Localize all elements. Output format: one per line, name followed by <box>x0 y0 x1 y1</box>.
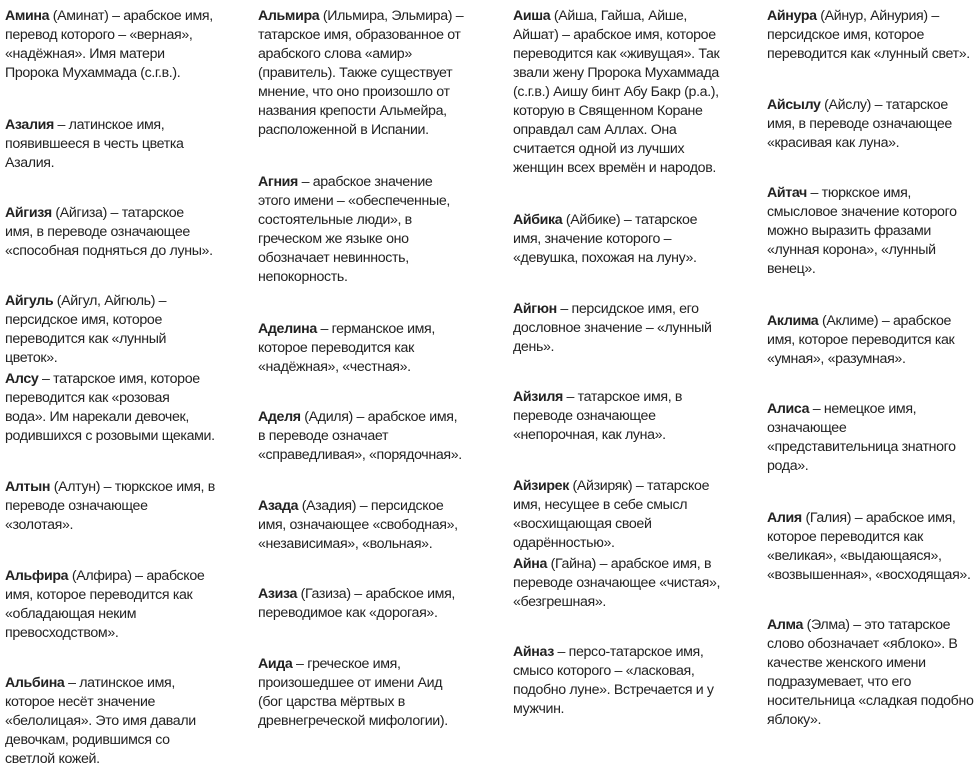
entry-name: Алма <box>767 617 804 633</box>
name-entry: Агния – арабское значение этого имени – «обеспеченные, состоятельные люди», в греческом же языке оно обозначает невинность, непокорность. <box>258 174 450 285</box>
name-entry: Айгизя (Айгиза) – татарское имя, в переводе означающее «способная подняться до луны». <box>5 205 213 259</box>
entry-name: Айгизя <box>5 205 52 221</box>
name-entry: Альмира (Ильмира, Эльмира) – татарское имя, образованное от арабского слова «амир» (правитель). Также существует мнение, что оно произошло от названия крепости Альмейра, расположенной в Испании. <box>258 8 464 138</box>
entry-name: Азиза <box>258 586 298 602</box>
entry-name: Алсу <box>5 371 39 387</box>
name-entry: Айзиля – татарское имя, в переводе означающее «непорочная, как луна». <box>513 389 683 443</box>
entry-name: Айзиля <box>513 389 563 405</box>
entry-name: Альмира <box>258 8 320 24</box>
entry-name: Амина <box>5 8 50 24</box>
entry-name: Алтын <box>5 479 51 495</box>
entry-name: Айнура <box>767 8 817 24</box>
name-entry: Аделина – германское имя, которое переводится как «надёжная», «честная». <box>258 321 435 375</box>
name-entry: Аиша (Айша, Гайша, Айше, Айшат) – арабское имя, которое переводится как «живущая». Так звали жену Пророка Мухаммада (с.г.в.) Аишу бинт Абу Бакр (р.а.), которую в Священном Коране оправдал сам Аллах. Она считается одной из лучших женщин всех времён и народов. <box>513 8 720 176</box>
entry-name: Алия <box>767 510 802 526</box>
entry-name: Аделина <box>258 321 317 337</box>
name-entry: Айсылу (Айслу) – татарское имя, в переводе означающее «красивая как луна». <box>767 97 952 151</box>
name-entry: Айтач – тюркское имя, смысловое значение которого можно выразить фразами «лунная корона», «лунный венец». <box>767 185 957 277</box>
name-entry: Айгуль (Айгул, Айгюль) – персидское имя, которое переводится как «лунный цветок». <box>5 293 167 366</box>
name-entry: Аделя (Адиля) – арабское имя, в переводе означает «справедливая», «порядочная». <box>258 409 462 463</box>
entry-name: Аида <box>258 656 293 672</box>
name-entry: Аклима (Аклиме) – арабское имя, которое переводится как «умная», «разумная». <box>767 313 955 367</box>
name-entry: Алиса – немецкое имя, означающее «представительница знатного рода». <box>767 401 956 474</box>
entry-name: Альфира <box>5 568 69 584</box>
name-entry: Айна (Гайна) – арабское имя, в переводе означающее «чистая», «безгрешная». <box>513 556 721 610</box>
entry-name: Азада <box>258 498 299 514</box>
name-entry: Айгюн – персидское имя, его дословное значение – «лунный день». <box>513 301 712 355</box>
name-entry: Азалия – латинское имя, появившееся в честь цветка Азалия. <box>5 117 184 171</box>
name-entry: Аида – греческое имя, произошедшее от имени Аид (бог царства мёртвых в древнегреческой мифологии). <box>258 656 448 729</box>
entry-name: Аделя <box>258 409 301 425</box>
entry-name: Аиша <box>513 8 551 24</box>
entry-name: Альбина <box>5 675 65 691</box>
entry-name: Айназ <box>513 644 554 660</box>
entry-name: Айзирек <box>513 478 569 494</box>
name-entry: Азада (Азадия) – персидское имя, означающее «свободная», «независимая», «вольная». <box>258 498 458 552</box>
entry-name: Айтач <box>767 185 807 201</box>
name-entry: Алтын (Алтун) – тюркское имя, в переводе означающее «золотая». <box>5 479 215 533</box>
entry-name: Айсылу <box>767 97 821 113</box>
name-entry: Альфира (Алфира) – арабское имя, которое переводится как «обладающая неким превосходством». <box>5 568 205 641</box>
entry-name: Айбика <box>513 212 563 228</box>
entry-name: Айгуль <box>5 293 54 309</box>
entry-name: Агния <box>258 174 298 190</box>
entry-name: Аклима <box>767 313 819 329</box>
entry-name: Айгюн <box>513 301 557 317</box>
name-entry: Айнура (Айнур, Айнурия) – персидское имя, которое переводится как «лунный свет». <box>767 8 970 62</box>
name-entry: Айбика (Айбике) – татарское имя, значение которого – «девушка, похожая на луну». <box>513 212 698 266</box>
name-entry: Альбина – латинское имя, которое несёт значение «белолицая». Это имя давали девочкам, родившимся со светлой кожей. <box>5 675 196 767</box>
name-entry: Алия (Галия) – арабское имя, которое переводится как «великая», «выдающаяся», «возвышенная», «восходящая». <box>767 510 971 583</box>
entry-name: Азалия <box>5 117 54 133</box>
name-entry: Азиза (Газиза) – арабское имя, переводимое как «дорогая». <box>258 586 456 621</box>
entry-name: Айна <box>513 556 548 572</box>
name-entry: Айназ – персо-татарское имя, смысо которого – «ласковая, подобно луне». Встречается и у мужчин. <box>513 644 714 717</box>
name-entry: Амина (Аминат) – арабское имя, перевод которого – «верная», «надёжная». Имя матери Пророка Мухаммада (с.г.в.). <box>5 8 213 81</box>
name-entry: Алма (Элма) – это татарское слово обозначает «яблоко». В качестве женского имени подразумевает, что его носительница «сладкая подобно яблоку». <box>767 617 974 728</box>
name-entry: Айзирек (Айзиряк) – татарское имя, несущее в себе смысл «восхищающая своей одарённостью». <box>513 478 710 551</box>
name-entry: Алсу – татарское имя, которое переводится как «розовая вода». Им нарекали девочек, родившихся с розовыми щеками. <box>5 371 215 444</box>
entry-name: Алиса <box>767 401 810 417</box>
